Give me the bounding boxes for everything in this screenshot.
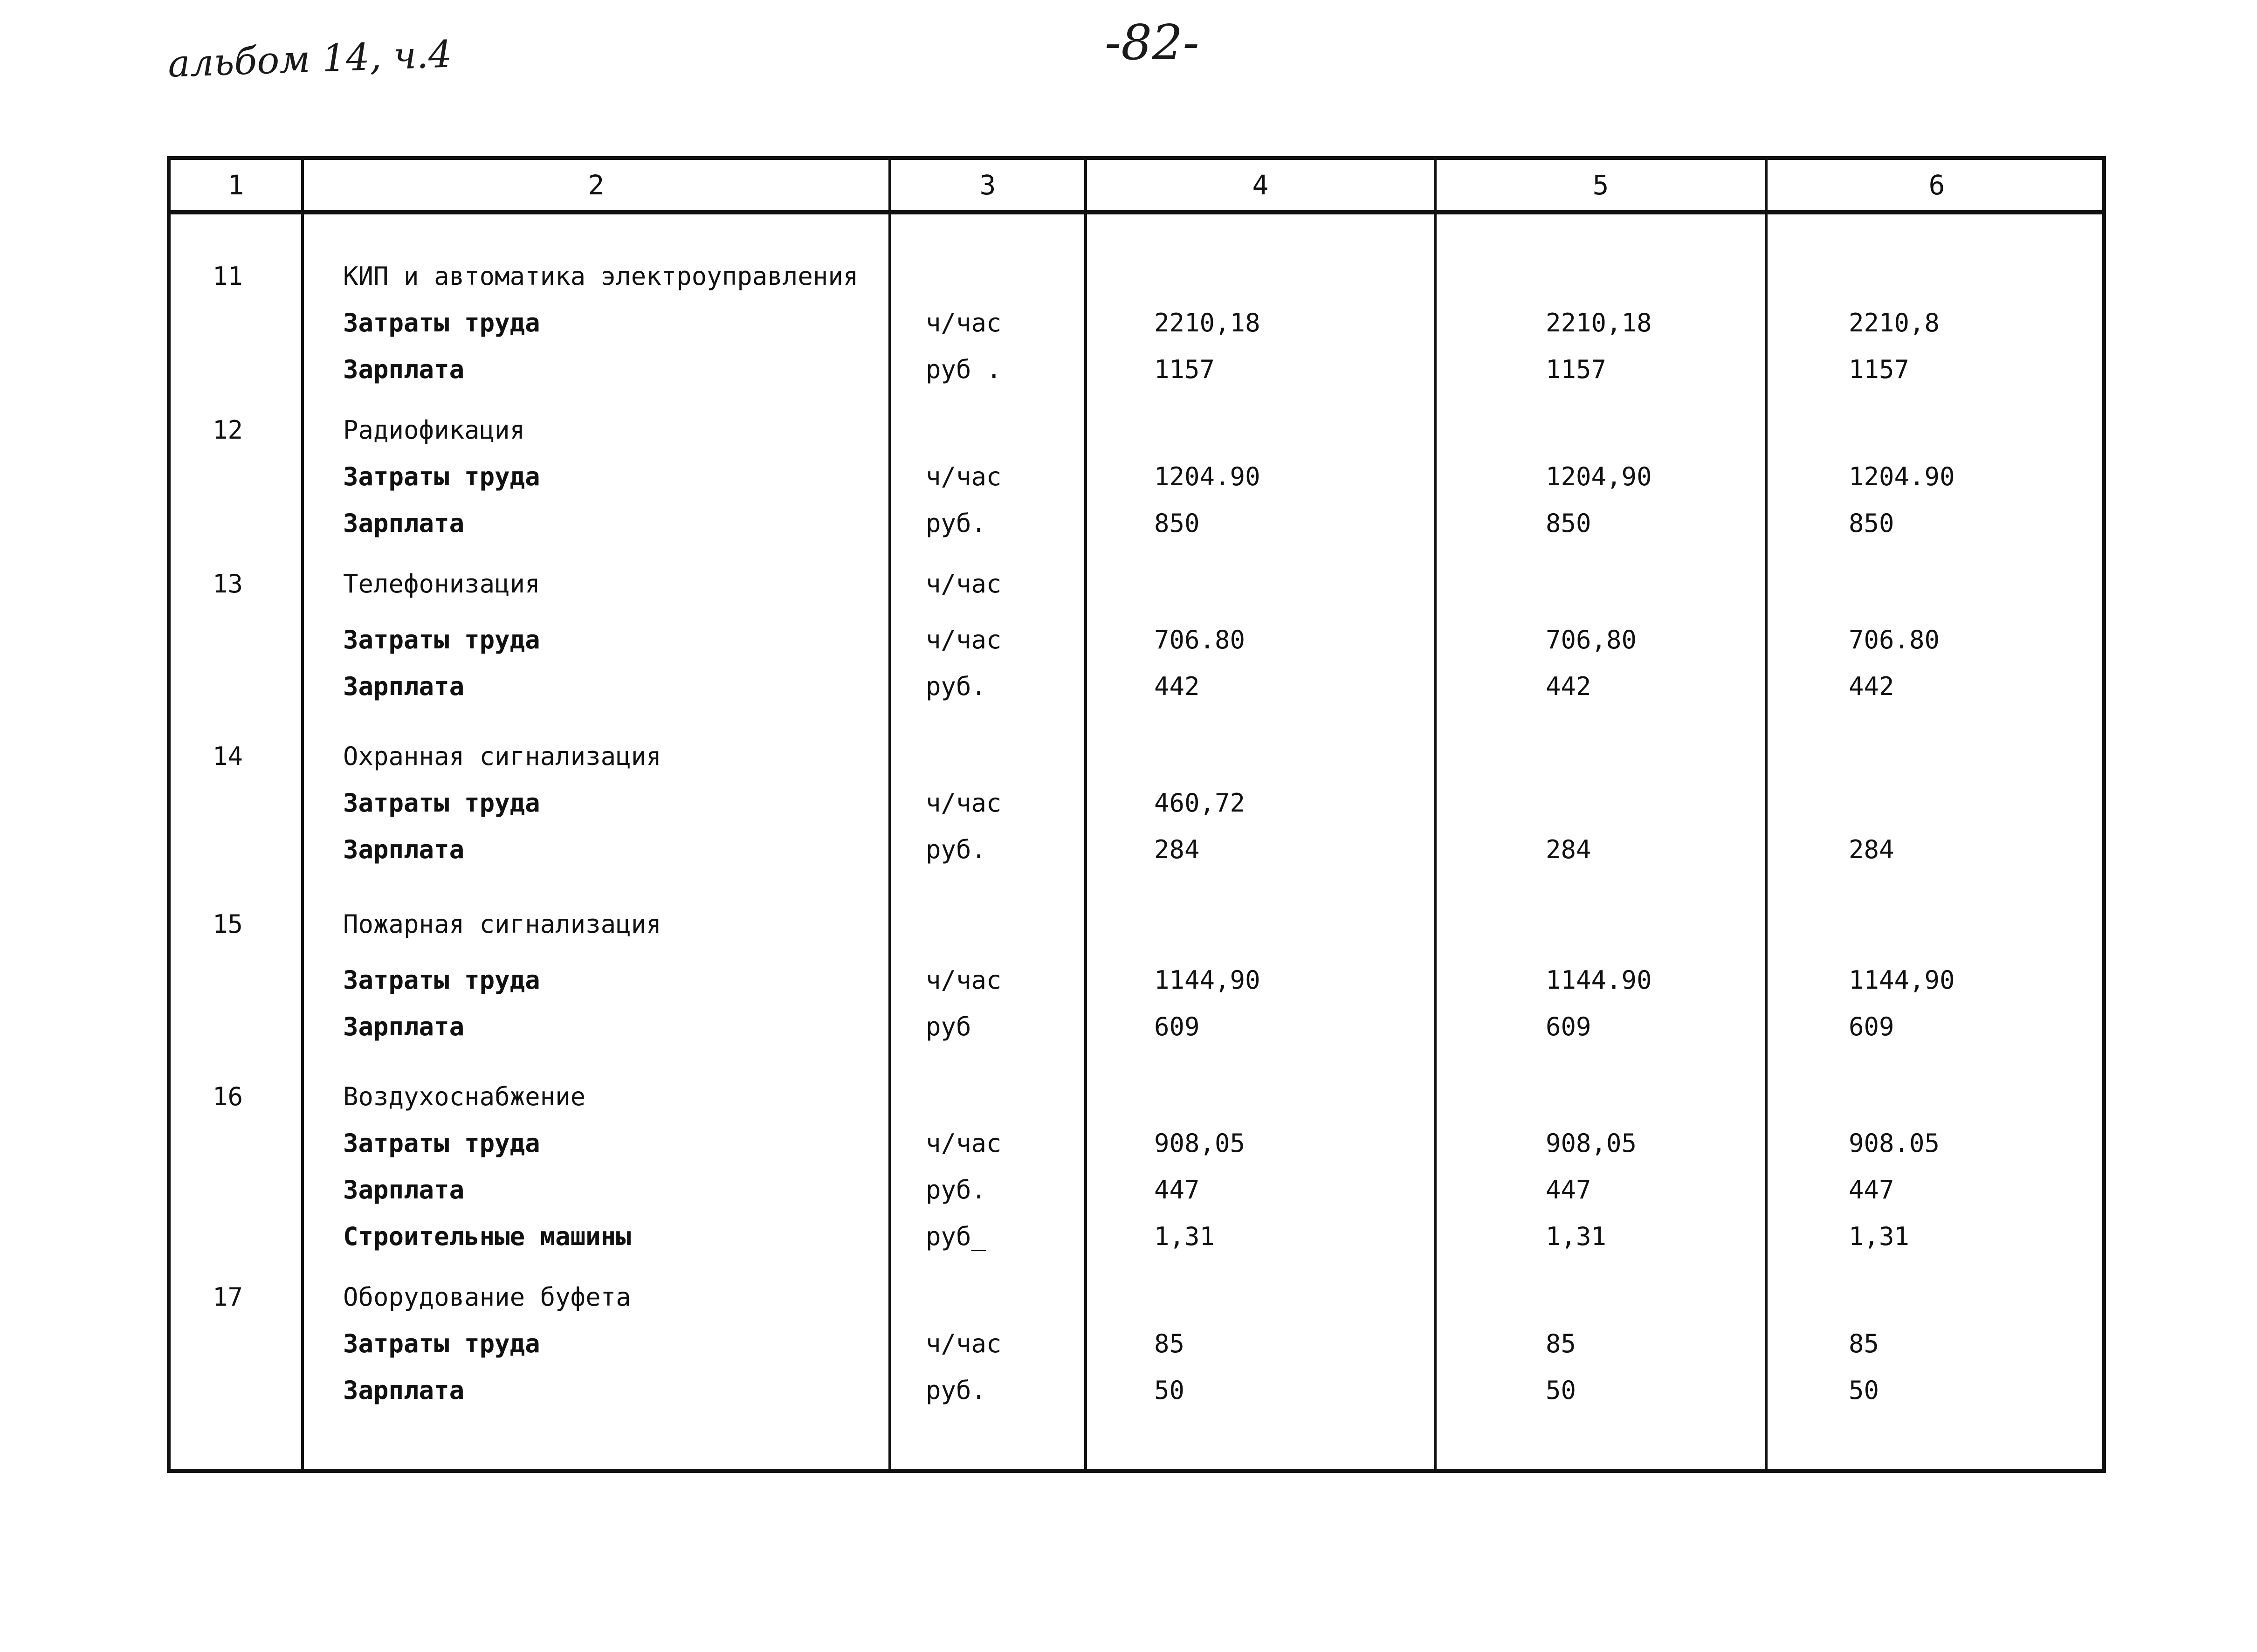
row-value-col4: 1144,90 <box>1154 965 1260 995</box>
row-value-col5: 1204,90 <box>1546 462 1652 491</box>
table-row <box>171 826 2110 873</box>
row-unit: руб. <box>926 509 987 538</box>
row-value-col6: 609 <box>1849 1012 1894 1041</box>
row-value-col5: 447 <box>1546 1175 1591 1205</box>
row-unit: ч/час <box>926 462 1002 491</box>
column-header-1: 1 <box>227 169 244 201</box>
row-value-col4: 609 <box>1154 1012 1200 1041</box>
row-name: Затраты труда <box>343 1329 540 1358</box>
row-unit: руб <box>926 1012 971 1041</box>
data-table <box>167 156 2106 1473</box>
row-unit: ч/час <box>926 965 1002 995</box>
row-unit: ч/час <box>926 569 1002 599</box>
row-name: Затраты труда <box>343 625 540 654</box>
row-value-col6: 1,31 <box>1849 1222 1910 1251</box>
row-value-col6: 447 <box>1849 1175 1894 1205</box>
row-value-col5: 442 <box>1546 672 1591 701</box>
row-value-col4: 908,05 <box>1154 1129 1245 1158</box>
row-name: Зарплата <box>343 355 465 384</box>
row-unit: руб. <box>926 1376 987 1405</box>
row-name: Воздухоснабжение <box>343 1082 586 1111</box>
row-value-col4: 284 <box>1154 835 1200 864</box>
row-unit: руб. <box>926 835 987 864</box>
section-header-row <box>171 901 2110 948</box>
column-header-4: 4 <box>1252 169 1269 201</box>
table-row <box>171 500 2110 547</box>
row-value-col6: 1204.90 <box>1849 462 1955 491</box>
row-value-col5: 908,05 <box>1546 1129 1637 1158</box>
table-row <box>171 1120 2110 1167</box>
column-header-3: 3 <box>979 169 996 201</box>
row-name: Зарплата <box>343 835 465 864</box>
row-value-col5: 1144.90 <box>1546 965 1652 995</box>
table-row <box>171 1213 2110 1260</box>
row-name: Затраты труда <box>343 788 540 818</box>
table-row <box>171 346 2110 393</box>
section-header-row <box>171 407 2110 454</box>
row-unit: ч/час <box>926 788 1002 818</box>
section-header-row <box>171 1274 2110 1321</box>
row-value-col5: 1157 <box>1546 355 1607 384</box>
table-row <box>171 957 2110 1004</box>
row-unit: ч/час <box>926 1129 1002 1158</box>
table-row <box>171 1167 2110 1213</box>
table-row <box>171 663 2110 710</box>
table-row <box>171 300 2110 346</box>
row-name: Зарплата <box>343 509 465 538</box>
row-value-col4: 1204.90 <box>1154 462 1260 491</box>
row-name: Затраты труда <box>343 462 540 491</box>
row-value-col6: 2210,8 <box>1849 308 1940 337</box>
table-row <box>171 1004 2110 1050</box>
section-header-row <box>171 561 2110 607</box>
row-value-col4: 850 <box>1154 509 1200 538</box>
row-value-col4: 447 <box>1154 1175 1200 1205</box>
row-number: 16 <box>213 1082 243 1111</box>
row-name: Зарплата <box>343 1376 465 1405</box>
row-value-col5: 850 <box>1546 509 1591 538</box>
section-header-row <box>171 733 2110 780</box>
header-divider <box>171 210 2102 214</box>
row-value-col5: 706,80 <box>1546 625 1637 654</box>
row-number: 15 <box>213 909 243 939</box>
album-note: альбом 14, ч.4 <box>167 32 453 86</box>
table-row <box>171 454 2110 500</box>
section-header-row <box>171 253 2110 300</box>
row-value-col4: 1,31 <box>1154 1222 1215 1251</box>
row-number: 11 <box>213 262 243 291</box>
row-value-col6: 706.80 <box>1849 625 1940 654</box>
row-name: КИП и автоматика электроуправления <box>343 262 859 291</box>
row-name: Затраты труда <box>343 965 540 995</box>
row-value-col4: 1157 <box>1154 355 1215 384</box>
row-value-col4: 706.80 <box>1154 625 1245 654</box>
row-value-col6: 50 <box>1849 1376 1879 1405</box>
row-value-col5: 2210,18 <box>1546 308 1652 337</box>
row-number: 17 <box>213 1282 243 1312</box>
row-value-col5: 609 <box>1546 1012 1591 1041</box>
row-name: Строительные машины <box>343 1222 631 1251</box>
row-unit: руб . <box>926 355 1002 384</box>
row-name: Охранная сигнализация <box>343 742 661 771</box>
row-value-col6: 908.05 <box>1849 1129 1940 1158</box>
column-header-5: 5 <box>1592 169 1609 201</box>
row-name: Оборудование буфета <box>343 1282 631 1312</box>
row-value-col4: 85 <box>1154 1329 1185 1358</box>
row-value-col5: 50 <box>1546 1376 1576 1405</box>
section-header-row <box>171 1074 2110 1120</box>
row-value-col4: 2210,18 <box>1154 308 1260 337</box>
page-number: -82- <box>1105 14 1199 71</box>
column-header-2: 2 <box>588 169 605 201</box>
row-unit: руб_ <box>926 1222 987 1251</box>
row-value-col4: 442 <box>1154 672 1200 701</box>
table-row <box>171 780 2110 826</box>
row-name: Зарплата <box>343 1012 465 1041</box>
row-value-col6: 284 <box>1849 835 1894 864</box>
row-value-col6: 850 <box>1849 509 1894 538</box>
row-name: Затраты труда <box>343 308 540 337</box>
row-unit: ч/час <box>926 308 1002 337</box>
row-name: Затраты труда <box>343 1129 540 1158</box>
row-name: Пожарная сигнализация <box>343 909 661 939</box>
row-unit: ч/час <box>926 625 1002 654</box>
row-unit: руб. <box>926 672 987 701</box>
row-value-col5: 284 <box>1546 835 1591 864</box>
row-name: Зарплата <box>343 1175 465 1205</box>
row-name: Радиофикация <box>343 415 525 445</box>
row-number: 13 <box>213 569 243 599</box>
table-row <box>171 617 2110 663</box>
row-value-col6: 1144,90 <box>1849 965 1955 995</box>
row-unit: руб. <box>926 1175 987 1205</box>
row-value-col5: 1,31 <box>1546 1222 1607 1251</box>
row-number: 14 <box>213 742 243 771</box>
table-row <box>171 1321 2110 1367</box>
row-value-col5: 85 <box>1546 1329 1576 1358</box>
column-header-6: 6 <box>1928 169 1945 201</box>
row-value-col6: 1157 <box>1849 355 1910 384</box>
row-number: 12 <box>213 415 243 445</box>
row-name: Телефонизация <box>343 569 540 599</box>
row-value-col6: 442 <box>1849 672 1894 701</box>
table-row <box>171 1367 2110 1414</box>
row-unit: ч/час <box>926 1329 1002 1358</box>
row-value-col6: 85 <box>1849 1329 1879 1358</box>
row-value-col4: 50 <box>1154 1376 1185 1405</box>
row-value-col4: 460,72 <box>1154 788 1245 818</box>
row-name: Зарплата <box>343 672 465 701</box>
